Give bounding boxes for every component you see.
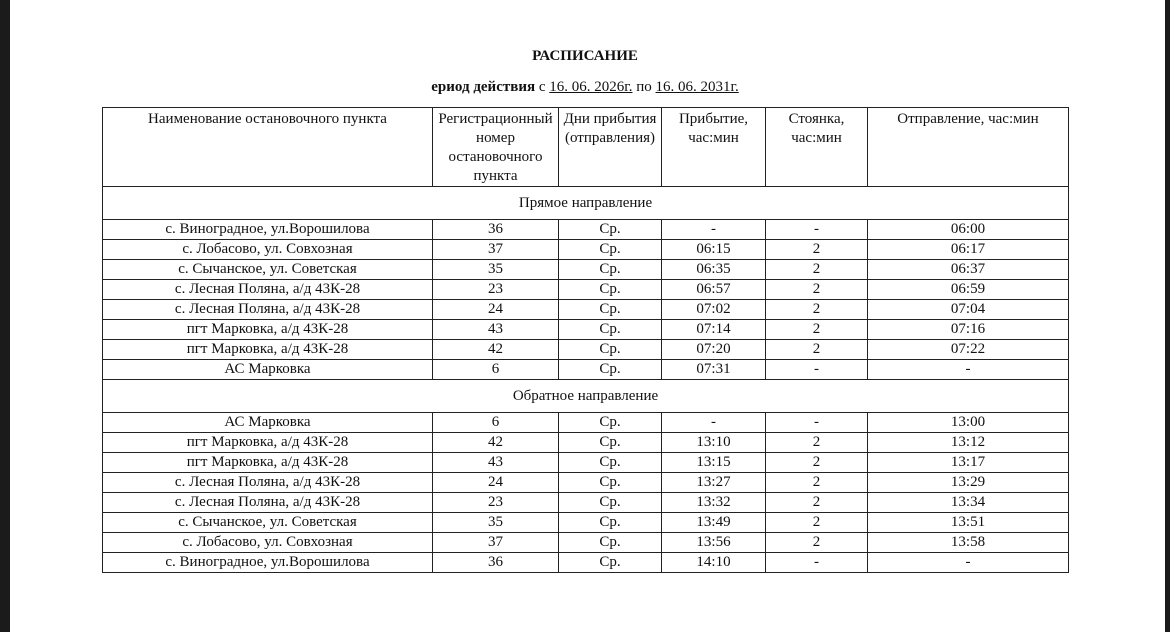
cell-departure: 06:37: [868, 260, 1069, 280]
period-to-date: 16. 06. 2031г.: [655, 79, 739, 95]
cell-stop-name: с. Лесная Поляна, а/д 43К-28: [103, 473, 433, 493]
cell-departure: 13:34: [868, 493, 1069, 513]
cell-arrival: 06:35: [662, 260, 766, 280]
header-row: [103, 108, 1069, 187]
period-from-date: 16. 06. 2026г.: [549, 79, 633, 95]
cell-departure: 13:58: [868, 533, 1069, 553]
cell-arrival: 13:10: [662, 433, 766, 453]
direction-row: [103, 380, 1069, 413]
period-from-word: с: [538, 79, 546, 95]
cell-stop-time: 2: [766, 300, 868, 320]
cell-days: Ср.: [559, 433, 662, 453]
cell-days: Ср.: [559, 493, 662, 513]
cell-days: Ср.: [559, 260, 662, 280]
schedule-table: [102, 107, 1069, 573]
cell-reg-number: 35: [433, 260, 559, 280]
header-arrival: Прибытие, час:мин: [662, 108, 766, 187]
cell-reg-number: 24: [433, 473, 559, 493]
cell-days: Ср.: [559, 320, 662, 340]
cell-departure: 13:51: [868, 513, 1069, 533]
cell-arrival: 13:49: [662, 513, 766, 533]
cell-reg-number: 36: [433, 220, 559, 240]
direction-title: Обратное направление: [103, 380, 1069, 413]
period-label: ериод действия: [431, 79, 536, 95]
cell-days: Ср.: [559, 553, 662, 573]
cell-reg-number: 42: [433, 340, 559, 360]
cell-reg-number: 24: [433, 300, 559, 320]
cell-reg-number: 6: [433, 360, 559, 380]
table-row: [103, 260, 1069, 280]
cell-days: Ср.: [559, 360, 662, 380]
cell-days: Ср.: [559, 300, 662, 320]
cell-arrival: 07:20: [662, 340, 766, 360]
cell-days: Ср.: [559, 413, 662, 433]
cell-stop-time: 2: [766, 433, 868, 453]
cell-reg-number: 43: [433, 453, 559, 473]
cell-days: Ср.: [559, 453, 662, 473]
cell-days: Ср.: [559, 280, 662, 300]
header-reg-number: Регистрационный номер остановочного пункта: [433, 108, 559, 187]
cell-reg-number: 36: [433, 553, 559, 573]
cell-reg-number: 43: [433, 320, 559, 340]
cell-stop-name: с. Виноградное, ул.Ворошилова: [103, 220, 433, 240]
cell-reg-number: 23: [433, 280, 559, 300]
cell-arrival: 13:27: [662, 473, 766, 493]
table-row: [103, 340, 1069, 360]
cell-arrival: 14:10: [662, 553, 766, 573]
cell-stop-name: АС Марковка: [103, 360, 433, 380]
cell-stop-time: 2: [766, 320, 868, 340]
cell-arrival: -: [662, 413, 766, 433]
table-row: [103, 433, 1069, 453]
cell-stop-name: с. Лесная Поляна, а/д 43К-28: [103, 280, 433, 300]
cell-stop-time: -: [766, 220, 868, 240]
header-stop-name: Наименование остановочного пункта: [103, 108, 433, 187]
header-days: Дни прибытия (отправления): [559, 108, 662, 187]
validity-period: [0, 79, 1170, 96]
cell-arrival: 07:31: [662, 360, 766, 380]
table-row: [103, 513, 1069, 533]
table-row: [103, 553, 1069, 573]
cell-stop-name: с. Виноградное, ул.Ворошилова: [103, 553, 433, 573]
table-row: [103, 320, 1069, 340]
cell-stop-time: -: [766, 553, 868, 573]
header-departure: Отправление, час:мин: [868, 108, 1069, 187]
cell-arrival: 13:15: [662, 453, 766, 473]
table-row: [103, 493, 1069, 513]
cell-stop-time: -: [766, 360, 868, 380]
table-row: [103, 453, 1069, 473]
cell-reg-number: 37: [433, 533, 559, 553]
cell-stop-name: пгт Марковка, а/д 43К-28: [103, 433, 433, 453]
cell-reg-number: 42: [433, 433, 559, 453]
cell-stop-time: 2: [766, 240, 868, 260]
cell-arrival: -: [662, 220, 766, 240]
cell-departure: -: [868, 553, 1069, 573]
cell-arrival: 07:02: [662, 300, 766, 320]
cell-stop-time: 2: [766, 280, 868, 300]
cell-departure: 13:29: [868, 473, 1069, 493]
cell-stop-name: с. Лобасово, ул. Совхозная: [103, 533, 433, 553]
cell-stop-name: АС Марковка: [103, 413, 433, 433]
table-row: [103, 300, 1069, 320]
cell-stop-name: с. Сычанское, ул. Советская: [103, 260, 433, 280]
table-row: [103, 413, 1069, 433]
cell-departure: 07:16: [868, 320, 1069, 340]
cell-days: Ср.: [559, 473, 662, 493]
cell-stop-name: с. Лесная Поляна, а/д 43К-28: [103, 493, 433, 513]
cell-departure: 06:00: [868, 220, 1069, 240]
header-stop-time: Стоянка, час:мин: [766, 108, 868, 187]
table-row: [103, 473, 1069, 493]
cell-reg-number: 37: [433, 240, 559, 260]
cell-stop-name: с. Лесная Поляна, а/д 43К-28: [103, 300, 433, 320]
cell-days: Ср.: [559, 240, 662, 260]
cell-departure: 13:12: [868, 433, 1069, 453]
cell-arrival: 06:15: [662, 240, 766, 260]
cell-stop-name: пгт Марковка, а/д 43К-28: [103, 340, 433, 360]
cell-stop-time: 2: [766, 260, 868, 280]
cell-stop-time: 2: [766, 533, 868, 553]
cell-days: Ср.: [559, 533, 662, 553]
cell-stop-time: 2: [766, 513, 868, 533]
table-row: [103, 240, 1069, 260]
cell-stop-name: пгт Марковка, а/д 43К-28: [103, 453, 433, 473]
cell-departure: 07:22: [868, 340, 1069, 360]
period-to-word: по: [636, 79, 652, 95]
cell-days: Ср.: [559, 340, 662, 360]
direction-title: Прямое направление: [103, 187, 1069, 220]
direction-row: [103, 187, 1069, 220]
table-row: [103, 220, 1069, 240]
cell-arrival: 13:32: [662, 493, 766, 513]
cell-stop-name: с. Лобасово, ул. Совхозная: [103, 240, 433, 260]
cell-departure: 07:04: [868, 300, 1069, 320]
document-title: РАСПИСАНИЕ: [532, 48, 638, 64]
cell-days: Ср.: [559, 220, 662, 240]
cell-departure: 13:17: [868, 453, 1069, 473]
table-row: [103, 533, 1069, 553]
cell-departure: 06:17: [868, 240, 1069, 260]
cell-arrival: 07:14: [662, 320, 766, 340]
cell-reg-number: 35: [433, 513, 559, 533]
cell-stop-time: 2: [766, 453, 868, 473]
cell-departure: 13:00: [868, 413, 1069, 433]
cell-stop-time: 2: [766, 340, 868, 360]
cell-stop-time: -: [766, 413, 868, 433]
cell-arrival: 06:57: [662, 280, 766, 300]
cell-reg-number: 23: [433, 493, 559, 513]
cell-days: Ср.: [559, 513, 662, 533]
table-row: [103, 360, 1069, 380]
cell-stop-name: пгт Марковка, а/д 43К-28: [103, 320, 433, 340]
cell-reg-number: 6: [433, 413, 559, 433]
cell-stop-time: 2: [766, 493, 868, 513]
cell-stop-time: 2: [766, 473, 868, 493]
cell-arrival: 13:56: [662, 533, 766, 553]
cell-stop-name: с. Сычанское, ул. Советская: [103, 513, 433, 533]
cell-departure: 06:59: [868, 280, 1069, 300]
table-row: [103, 280, 1069, 300]
schedule-body: [103, 187, 1069, 573]
cell-departure: -: [868, 360, 1069, 380]
